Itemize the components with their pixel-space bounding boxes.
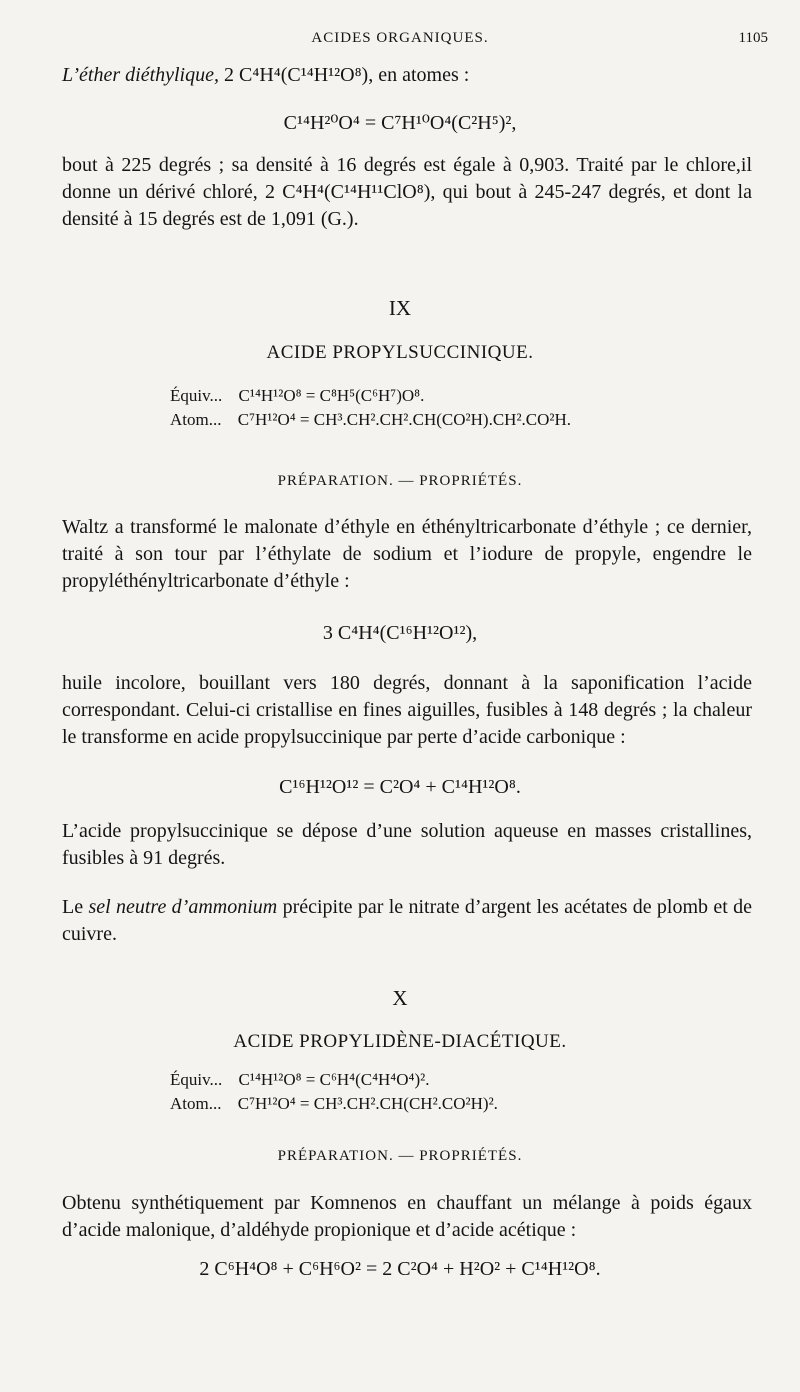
paragraph-ix-2: huile incolore, bouillant vers 180 degrés, donnant à la saponification l’acide correspondant. Celui-ci cristallise en fines aiguilles, fusibles à 148 degrés ; la chaleur le transforme en acide propylsuccinique par perte d’acide carbonique : [62,672,752,748]
equiv-formula: C¹⁴H¹²O⁸ = C⁶H⁴(C⁴H⁴O⁴)². [238,1070,430,1089]
section-number-x: X [392,986,408,1010]
ether-intro [62,62,752,89]
subtitle-x: PRÉPARATION. — PROPRIÉTÉS. [277,1148,523,1164]
page-number: 1105 [738,30,768,46]
equiv-formula: C¹⁴H¹²O⁸ = C⁸H⁵(C⁶H⁷)O⁸. [238,386,425,405]
equiv-row-ix [170,386,424,406]
ether-formula: C¹⁴H²⁰O⁴ = C⁷H¹⁰O⁴(C²H⁵)², [283,112,517,134]
atom-formula: C⁷H¹²O⁴ = CH³.CH².CH².CH(CO²H).CH².CO²H. [237,410,572,429]
paragraph-ix-1: Waltz a transformé le malonate d’éthyle en éthényltricarbonate d’éthyle ; ce dernier, traité à son tour par l’éthylate de sodium et l’iodure de propyle, engendre le propyléthényltricarbonate d’éthyle : [62,516,752,592]
ether-intro-rest: 2 C⁴H⁴(C¹⁴H¹²O⁸), en atomes : [219,64,470,86]
paragraph-x-1: Obtenu synthétiquement par Komnenos en chauffant un mélange à poids égaux d’acide malonique, d’aldéhyde propionique et d’acide acétique : [62,1192,752,1241]
formula-ix-2: C¹⁶H¹²O¹² = C²O⁴ + C¹⁴H¹²O⁸. [279,776,521,798]
section-title-ix: ACIDE PROPYLSUCCINIQUE. [266,342,534,363]
ammonium-salt-name: sel neutre d’ammonium [88,896,278,918]
section-title-x: ACIDE PROPYLIDÈNE-DIACÉTIQUE. [233,1031,567,1052]
atom-row-x [170,1094,498,1114]
section-number-ix: IX [388,296,412,320]
atom-label: Atom... [170,410,222,429]
running-title: ACIDES ORGANIQUES. [311,30,489,46]
equiv-label: Équiv... [170,386,223,405]
para4-prefix: Le [62,896,89,918]
ether-name: L’éther diéthylique, [62,64,219,86]
equiv-label: Équiv... [170,1070,223,1089]
atom-label: Atom... [170,1094,222,1113]
formula-x-1: 2 C⁶H⁴O⁸ + C⁶H⁶O² = 2 C²O⁴ + H²O² + C¹⁴H¹²O⁸. [199,1258,601,1280]
paragraph-ix-3: L’acide propylsuccinique se dépose d’une solution aqueuse en masses cristallines, fusibles à 91 degrés. [62,820,752,869]
equiv-row-x [170,1070,429,1090]
atom-row-ix [170,410,571,430]
atom-formula: C⁷H¹²O⁴ = CH³.CH².CH(CH².CO²H)². [237,1094,498,1113]
formula-ix-1: 3 C⁴H⁴(C¹⁶H¹²O¹²), [322,622,478,644]
ether-description: bout à 225 degrés ; sa densité à 16 degrés est égale à 0,903. Traité par le chlore,il donne un dérivé chloré, 2 C⁴H⁴(C¹⁴H¹¹ClO⁸), qui bout à 245-247 degrés, et dont la densité à 15 degrés est de 1,091 (G.). [62,154,752,230]
para4-rest: précipite par le nitrate d’argent les acétates de plomb et de cuivre. [62,896,753,945]
paragraph-ix-4 [62,894,752,948]
subtitle-ix: PRÉPARATION. — PROPRIÉTÉS. [277,473,523,489]
